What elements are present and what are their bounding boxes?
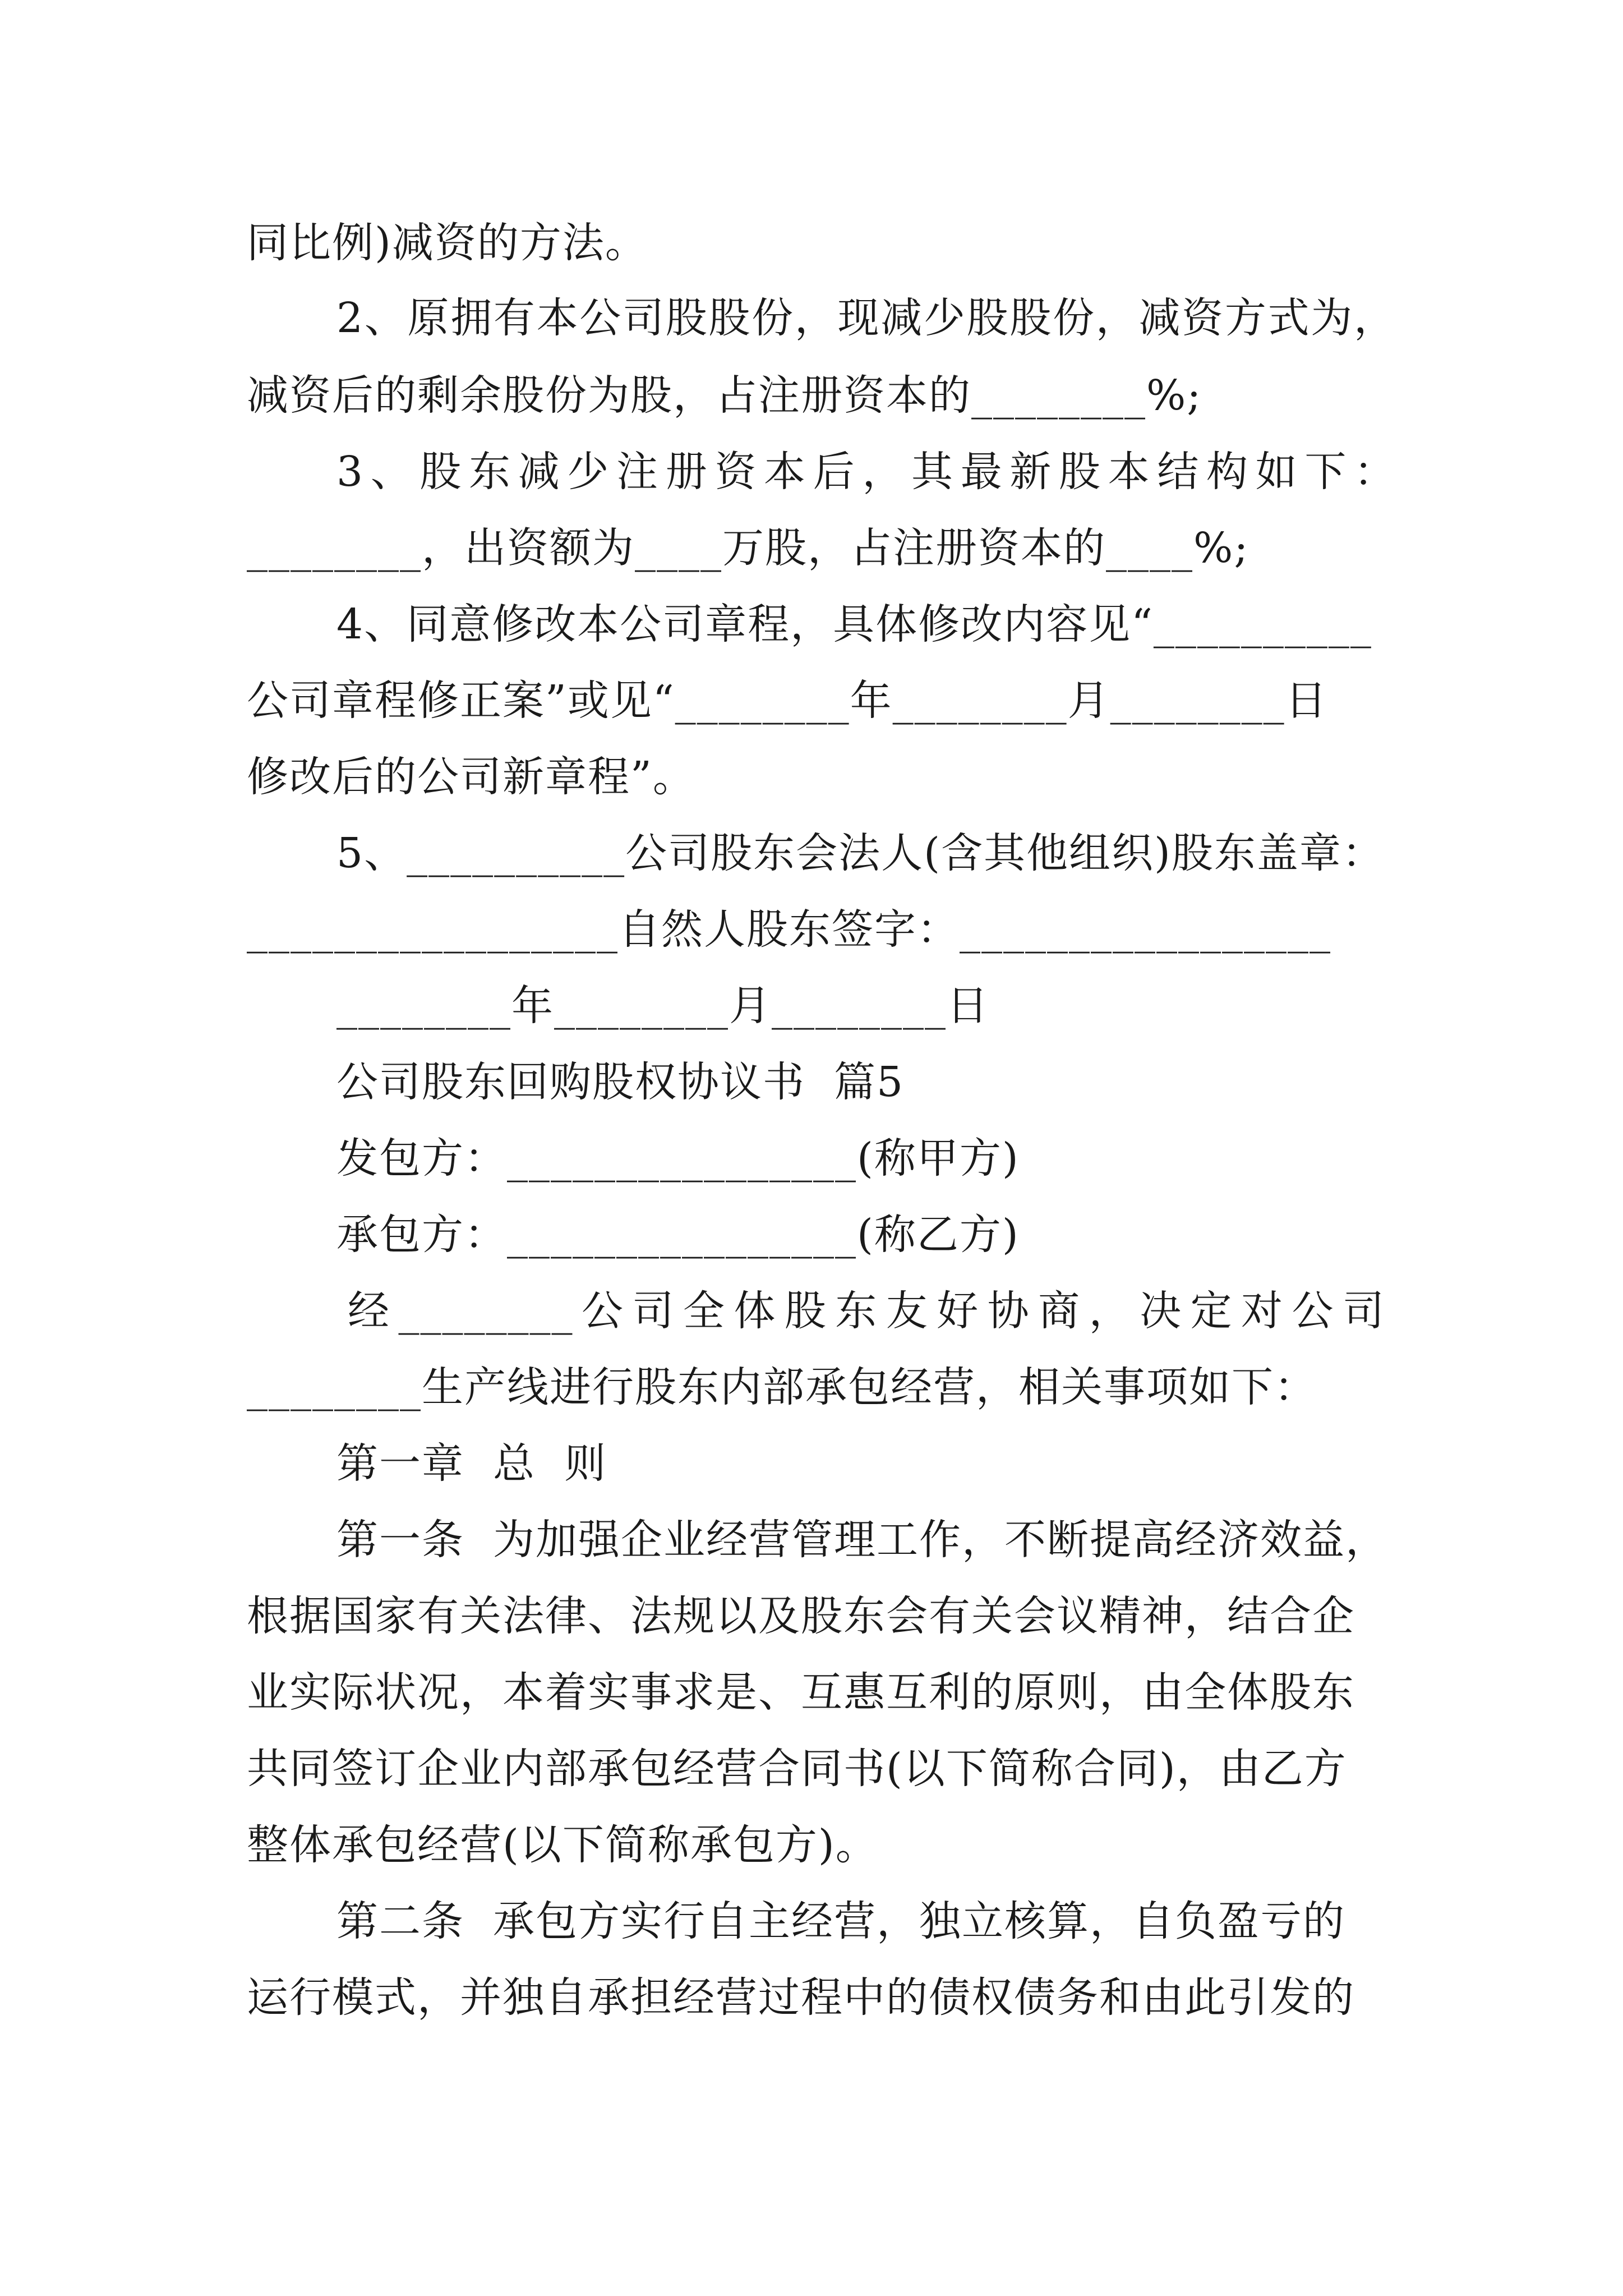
text-line: ________生产线进行股东内部承包经营，相关事项如下：	[247, 1363, 1317, 1411]
text-line: 修改后的公司新章程”。	[247, 753, 695, 801]
text-line: ________年________月________日	[336, 982, 989, 1030]
text-line: _________________自然人股东签字：_________________	[247, 905, 1331, 954]
text-line: 整体承包经营(以下简称承包方)。	[247, 1821, 878, 1869]
text-line: 共同签订企业内部承包经营合同书(以下简称合同)，由乙方	[247, 1745, 1347, 1793]
chapter-heading: 第一章 总 则	[336, 1439, 607, 1488]
text-line: 减资后的剩余股份为股，占注册资本的________%;	[247, 371, 1202, 420]
text-line: 第二条 承包方实行自主经营，独立核算，自负盈亏的	[336, 1897, 1346, 1945]
text-line: 根据国家有关法律、法规以及股东会有关会议精神，结合企	[247, 1592, 1355, 1640]
section-heading: 公司股东回购股权协议书 篇5	[336, 1058, 905, 1106]
text-line: 经________公司全体股东友好协商，决定对公司	[348, 1287, 1385, 1335]
text-line: 发包方：________________(称甲方)	[336, 1134, 1020, 1182]
text-line: 5、__________公司股东会法人(含其他组织)股东盖章：	[336, 829, 1385, 877]
text-line: 公司章程修正案”或见“________年________月________日	[247, 677, 1328, 725]
text-line: 第一条 为加强企业经营管理工作，不断提高经济效益，	[336, 1516, 1389, 1564]
text-line: ________，出资额为____万股，占注册资本的____%;	[247, 524, 1249, 572]
text-line: 承包方：________________(称乙方)	[336, 1211, 1020, 1259]
text-line: 同比例)减资的方法。	[247, 219, 648, 267]
text-line: 3、股东减少注册资本后，其最新股本结构如下：	[336, 448, 1396, 496]
text-line: 4、同意修改本公司章程，具体修改内容见“__________	[336, 600, 1372, 648]
text-line: 2、原拥有本公司股股份，现减少股股份，减资方式为，	[336, 294, 1396, 342]
text-line: 运行模式，并独自承担经营过程中的债权债务和由此引发的	[247, 1973, 1355, 2022]
text-line: 业实际状况，本着实事求是、互惠互利的原则，由全体股东	[247, 1668, 1355, 1717]
